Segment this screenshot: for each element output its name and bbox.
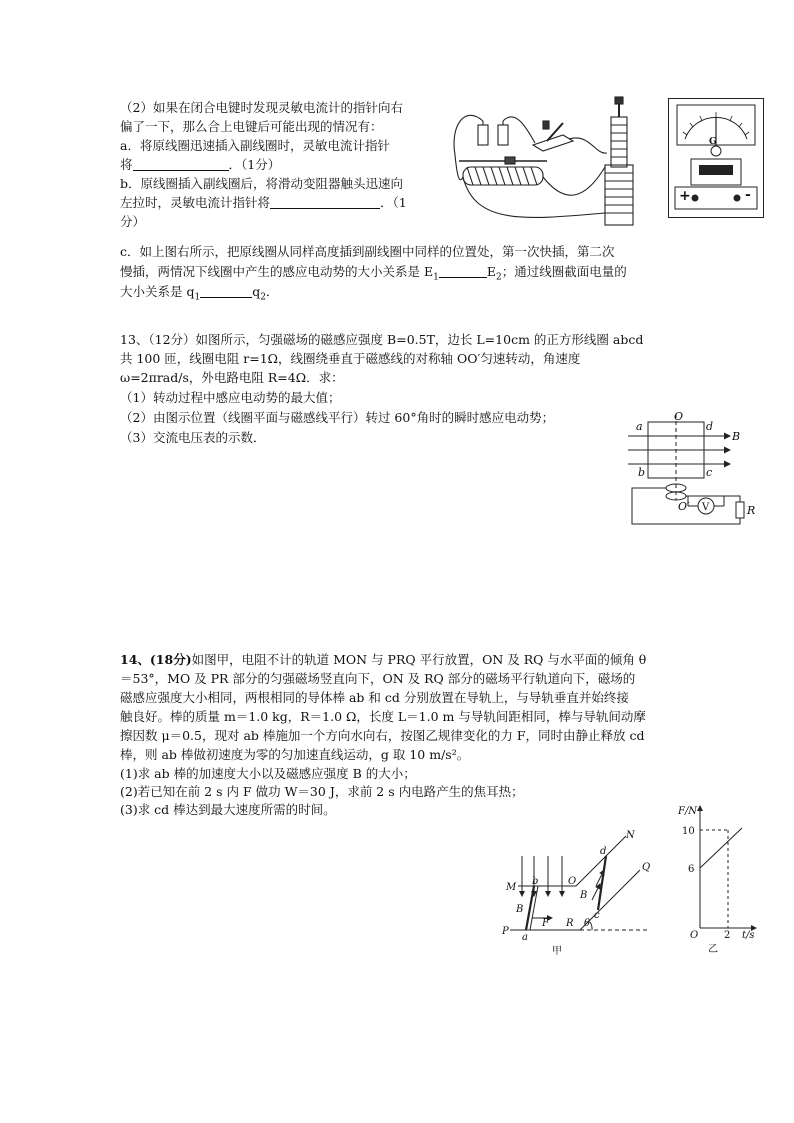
q12-b-prefix: 左拉时，灵敏电流计指针将 [120, 195, 271, 210]
q14-figure-yi [672, 800, 772, 956]
q12-b-line-3: 分） [120, 214, 146, 229]
q14-figure-jia [500, 826, 660, 958]
galvanometer-plus-terminal: + [679, 188, 691, 204]
label-O: O [568, 876, 577, 887]
q14-item-2: (2)若已知在前 2 s 内 F 做功 W＝30 J，求前 2 s 内电路产生的焦耳热； [120, 784, 524, 799]
label-Q: Q [642, 862, 651, 873]
q14-line-5: 擦因数 μ＝0.5，现对 ab 棒施加一个方向水向右，按图乙规律变化的力 F，同时由静止释放 cd [120, 728, 645, 743]
q13-line-2: 共 100 匝，线圈电阻 r=1Ω，线圈绕垂直于磁感线的对称轴 OO′匀速转动，角速度 [120, 351, 581, 366]
rheostat [463, 167, 543, 185]
label-c: c [594, 910, 600, 921]
label-a: a [522, 932, 528, 943]
galvanometer-minus-terminal: - [745, 187, 751, 203]
q14-line-4: 触良好。棒的质量 m＝1.0 kg，R＝1.0 Ω，长度 L＝1.0 m 与导轨间距相同，棒与导轨间动摩 [120, 709, 646, 724]
q12-sub-1b: 1 [194, 292, 201, 303]
axis-origin-label: O [690, 930, 699, 941]
q12-a-prefix: 将 [120, 157, 133, 172]
label-F: F [542, 918, 549, 929]
label-R: R [566, 918, 574, 929]
F-t-line [700, 828, 742, 868]
label-d: d [706, 420, 714, 433]
label-O: O [674, 410, 684, 423]
q13-item-1: （1）转动过程中感应电动势的最大值； [120, 390, 341, 405]
q12-b-suffix: ．（1 [380, 195, 407, 210]
resistor-R [736, 502, 744, 518]
battery-cell-2 [498, 125, 508, 145]
q12-sub-2: 2 [495, 272, 502, 283]
q12-apparatus-figure [445, 95, 660, 230]
q12-sub-1: 1 [433, 272, 439, 283]
q14-line-2: ＝53°，MO 及 PR 部分的匀强磁场竖直向下，ON 及 RQ 部分的磁场平行轨道向下，磁场的 [120, 671, 636, 686]
label-R: R [747, 504, 756, 517]
label-N: N [626, 830, 635, 841]
label-O-prime: O′ [678, 500, 690, 513]
q14-line-6: 棒，则 ab 棒做初速度为零的匀加速直线运动，g 取 10 m/s²。 [120, 747, 470, 762]
q12-intro-line-1: （2）如果在闭合电键时发现灵敏电流计的指针向右 [120, 100, 403, 115]
q12-c-emf-E2: E [486, 264, 496, 279]
q14-item-1: (1)求 ab 棒的加速度大小以及磁感应强度 B 的大小； [120, 766, 416, 781]
q12-c-line-3 [120, 282, 278, 308]
switch-base [533, 135, 573, 151]
tick-10: 10 [682, 826, 695, 837]
q12-c-emf-prefix: 慢插，两情况下线圈中产生的感应电动势的大小关系是 E [120, 264, 434, 279]
q12-a-line-2 [120, 155, 280, 174]
q12-c-charge-blank[interactable] [200, 284, 252, 298]
q12-c-emf-blank[interactable] [439, 264, 487, 278]
q14-line-1 [120, 650, 646, 669]
rod-ab [526, 886, 534, 930]
secondary-coil [605, 165, 633, 225]
rod-cd [598, 856, 606, 910]
q12-a-answer-blank[interactable] [133, 157, 229, 171]
label-P: P [502, 926, 509, 937]
q12-b-line-1: b．原线圈插入副线圈后，将滑动变阻器触头迅速向 [120, 176, 404, 191]
q14-line-1-text: 如图甲，电阻不计的轨道 MON 与 PRQ 平行放置，ON 及 RQ 与水平面的倾角 θ [191, 652, 647, 667]
tick-6: 6 [688, 864, 695, 875]
axis-t-label: t/s [742, 930, 755, 941]
q12-a-suffix: ．（1分） [228, 157, 281, 172]
label-b: b [532, 876, 539, 887]
q13-item-2: （2）由图示位置（线圈平面与磁感线平行）转过 60°角时的瞬时感应电动势； [120, 410, 555, 425]
q14-heading: 14、(18分) [120, 652, 192, 667]
label-B-right: B [580, 890, 588, 901]
q13-item-3: （3）交流电压表的示数． [120, 430, 266, 445]
galvanometer-G-label: G [709, 137, 717, 147]
label-B-left: B [516, 904, 524, 915]
q12-c-line-1: c．如上图右所示，把原线圈从同样高度插到副线圈中同样的位置处，第一次快插，第二次 [120, 244, 615, 259]
label-M: M [506, 882, 517, 893]
caption-jia: 甲 [552, 946, 562, 957]
label-a: a [636, 420, 643, 433]
galvanometer [668, 98, 764, 218]
label-B: B [732, 430, 741, 443]
q12-a-line-1: a．将原线圈迅速插入副线圈时，灵敏电流计指针 [120, 138, 390, 153]
label-d: d [600, 846, 607, 857]
label-c: c [706, 466, 713, 479]
q12-b-line-2 [120, 193, 407, 212]
q13-line-1: 13、（12分）如图所示，匀强磁场的磁感应强度 B=0.5T，边长 L=10cm 的正方形线圈 abcd [120, 332, 644, 347]
label-V: V [702, 502, 710, 513]
label-b: b [638, 466, 646, 479]
q14-line-3: 磁感应强度大小相同，两根相同的导体棒 ab 和 cd 分别放置在导轨上，与导轨垂直并始终接 [120, 690, 629, 705]
q14-item-3: (3)求 cd 棒达到最大速度所需的时间。 [120, 802, 336, 817]
q12-intro-line-2: 偏了一下，那么合上电键后可能出现的情况有： [120, 119, 383, 134]
axis-F-label: F/N [678, 806, 698, 817]
battery-cell-1 [478, 125, 488, 145]
q13-coil-figure [620, 408, 760, 530]
caption-yi: 乙 [708, 944, 718, 955]
q12-c-charge-end: ． [265, 284, 279, 299]
q12-c-charge-prefix: 大小关系是 q [120, 284, 195, 299]
label-theta: θ [584, 918, 591, 929]
q13-line-3: ω=2πrad/s，外电路电阻 R=4Ω．求： [120, 370, 344, 385]
q12-c-charge-q2: q [252, 284, 261, 299]
q12-sub-2b: 2 [260, 292, 266, 303]
q12-b-answer-blank[interactable] [270, 195, 380, 209]
q12-c-emf-suffix: ；通过线圈截面电量的 [501, 264, 627, 279]
tick-2: 2 [724, 930, 731, 941]
